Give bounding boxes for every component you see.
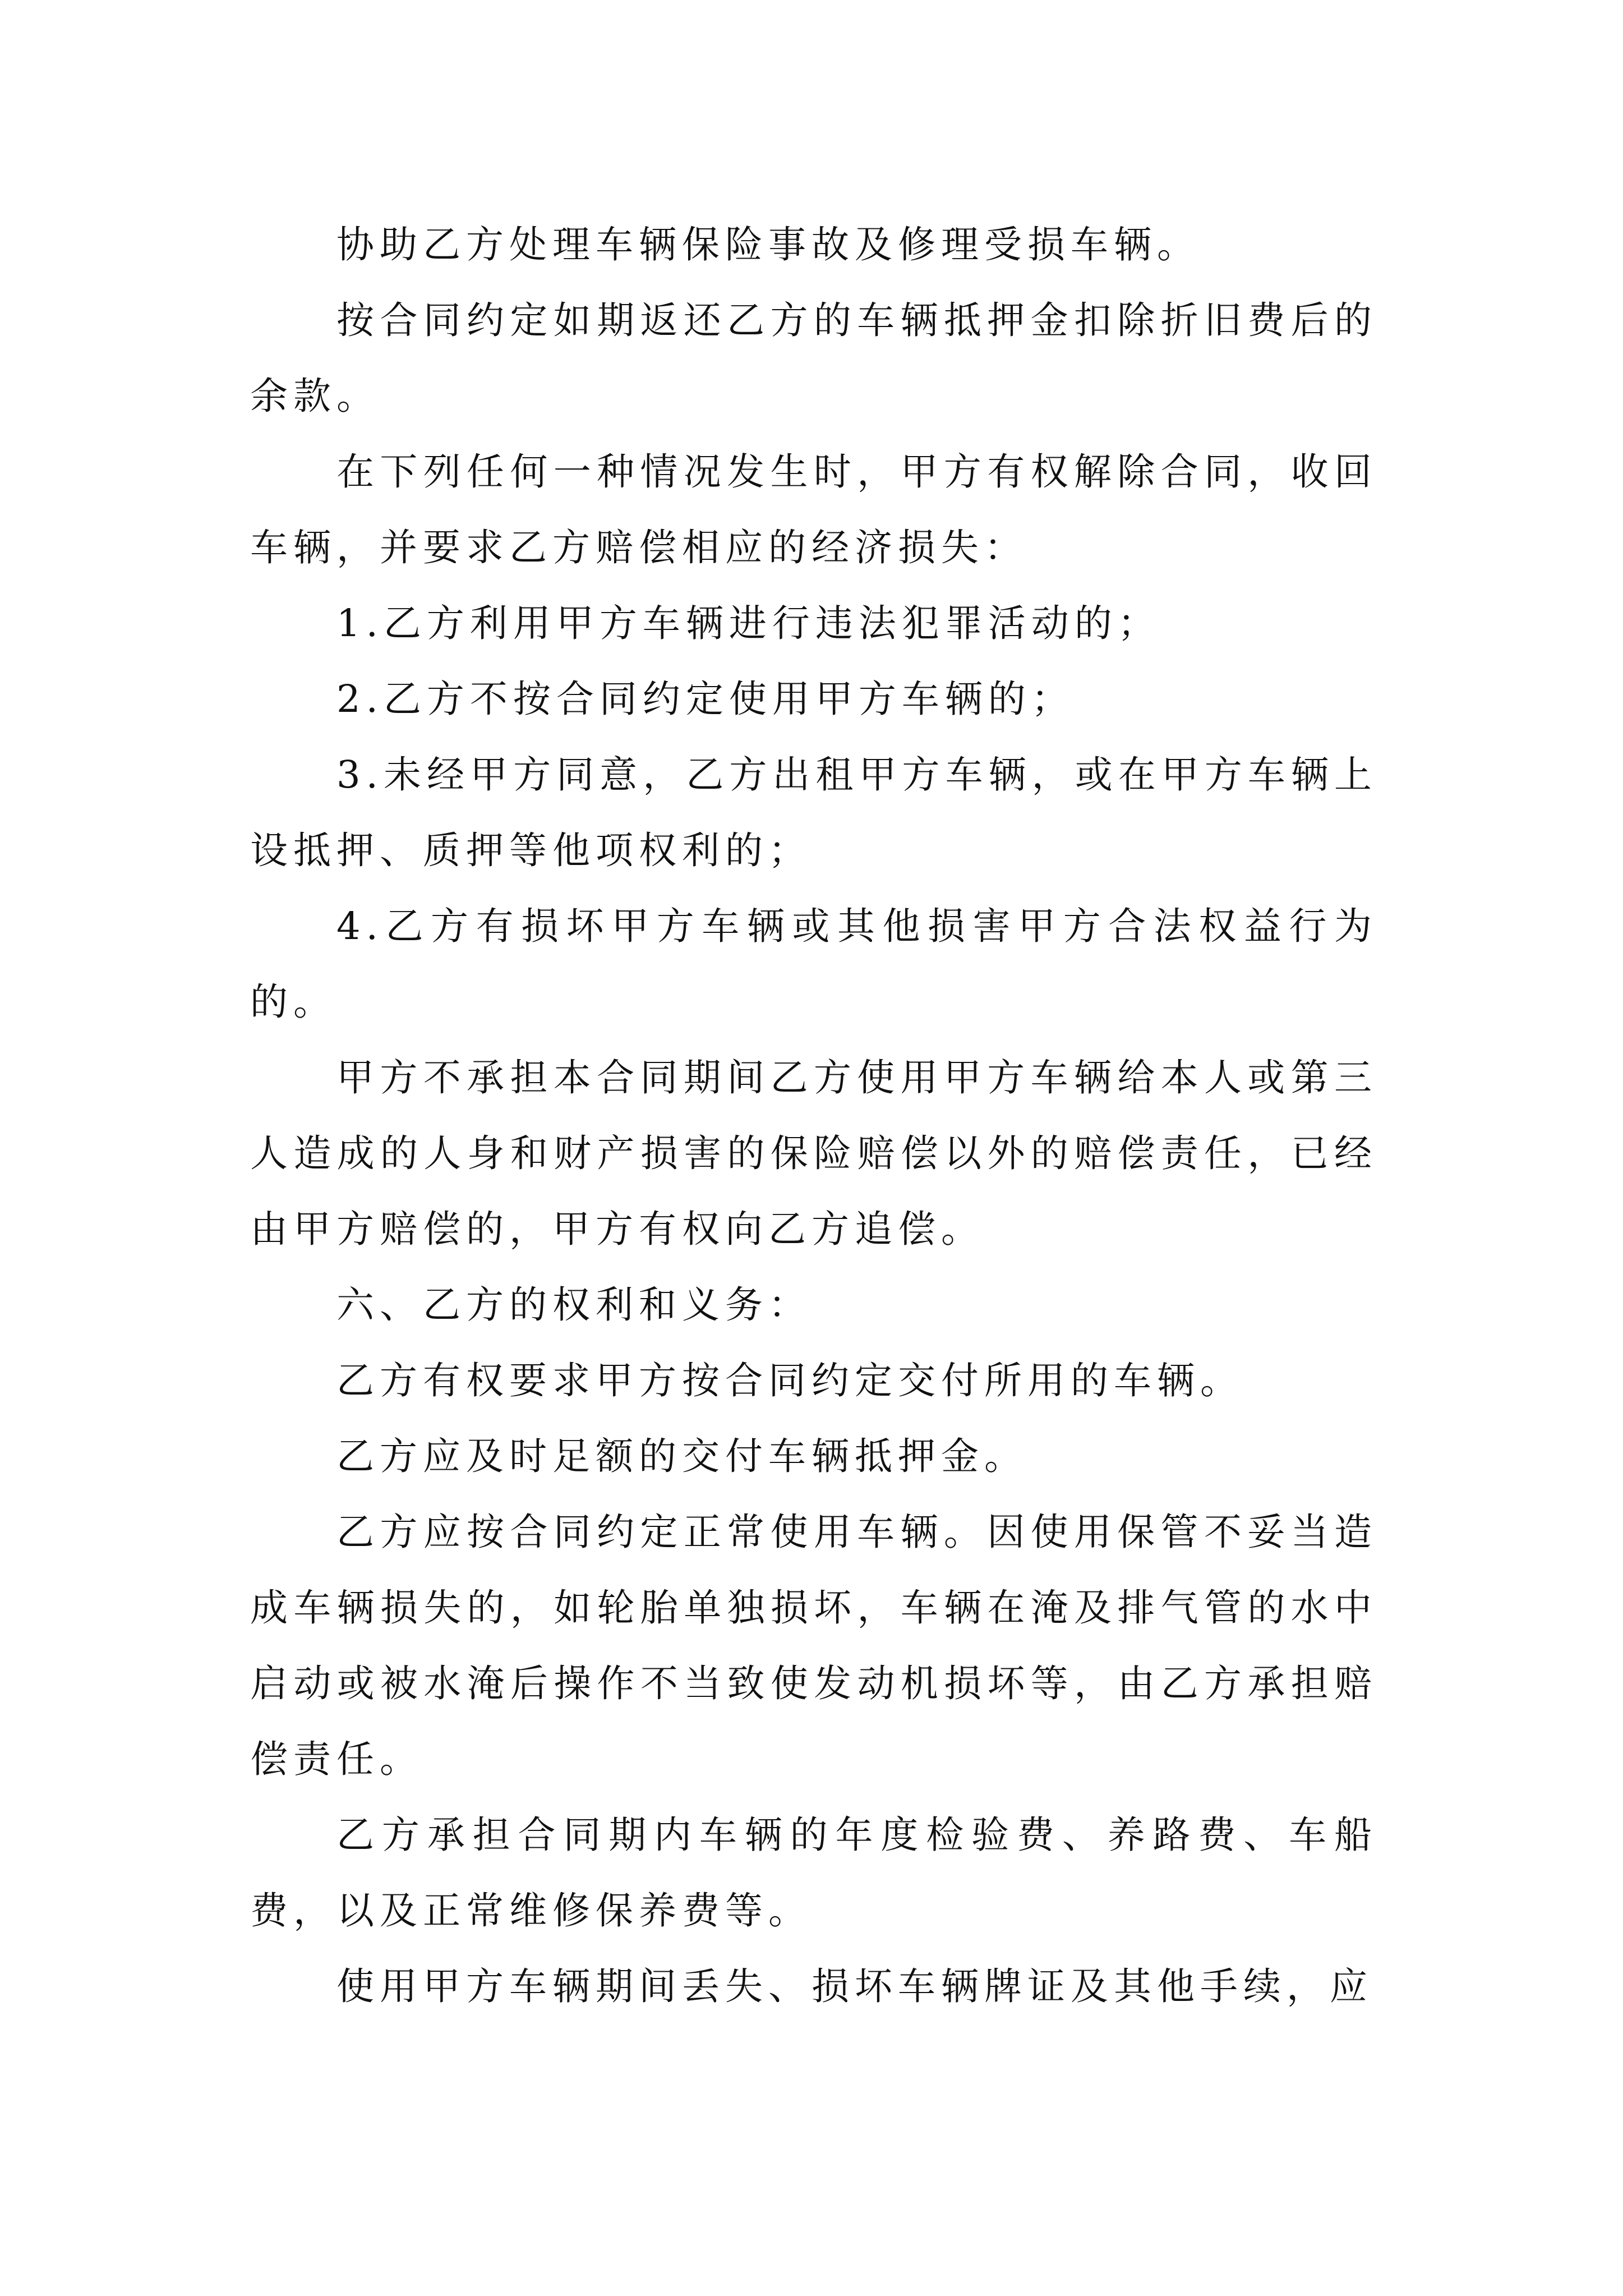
paragraph: 乙方承担合同期内车辆的年度检验费、养路费、车船费，以及正常维修保养费等。 — [250, 1813, 1377, 1932]
list-item: 1.乙方利用甲方车辆进行违法犯罪活动的； — [336, 601, 1161, 645]
paragraph: 乙方应按合同约定正常使用车辆。因使用保管不妥当造成车辆损失的，如轮胎单独损坏，车辆在淹及排气管的水中启动或被水淹后操作不当致使发动机损坏等，由乙方承担赔偿责任。 — [250, 1510, 1377, 1781]
paragraph: 协助乙方处理车辆保险事故及修理受损车辆。 — [336, 223, 1200, 266]
list-item: 2.乙方不按合同约定使用甲方车辆的； — [336, 677, 1075, 721]
list-item: 4.乙方有损坏甲方车辆或其他损害甲方合法权益行为的。 — [250, 904, 1377, 1024]
paragraph: 按合同约定如期返还乙方的车辆抵押金扣除折旧费后的余款。 — [250, 298, 1377, 418]
paragraph: 乙方应及时足额的交付车辆抵押金。 — [336, 1434, 1027, 1478]
paragraph: 在下列任何一种情况发生时，甲方有权解除合同，收回车辆，并要求乙方赔偿相应的经济损失： — [250, 450, 1377, 569]
paragraph: 甲方不承担本合同期间乙方使用甲方车辆给本人或第三人造成的人身和财产损害的保险赔偿以外的赔偿责任，已经由甲方赔偿的，甲方有权向乙方追偿。 — [250, 1056, 1377, 1251]
section-heading: 六、乙方的权利和义务： — [336, 1283, 811, 1327]
paragraph: 使用甲方车辆期间丢失、损坏车辆牌证及其他手续，应 — [336, 1964, 1373, 2008]
document-body — [250, 207, 1377, 2024]
paragraph: 乙方有权要求甲方按合同约定交付所用的车辆。 — [336, 1359, 1243, 1402]
list-item: 3.未经甲方同意，乙方出租甲方车辆，或在甲方车辆上设抵押、质押等他项权利的； — [250, 753, 1377, 872]
